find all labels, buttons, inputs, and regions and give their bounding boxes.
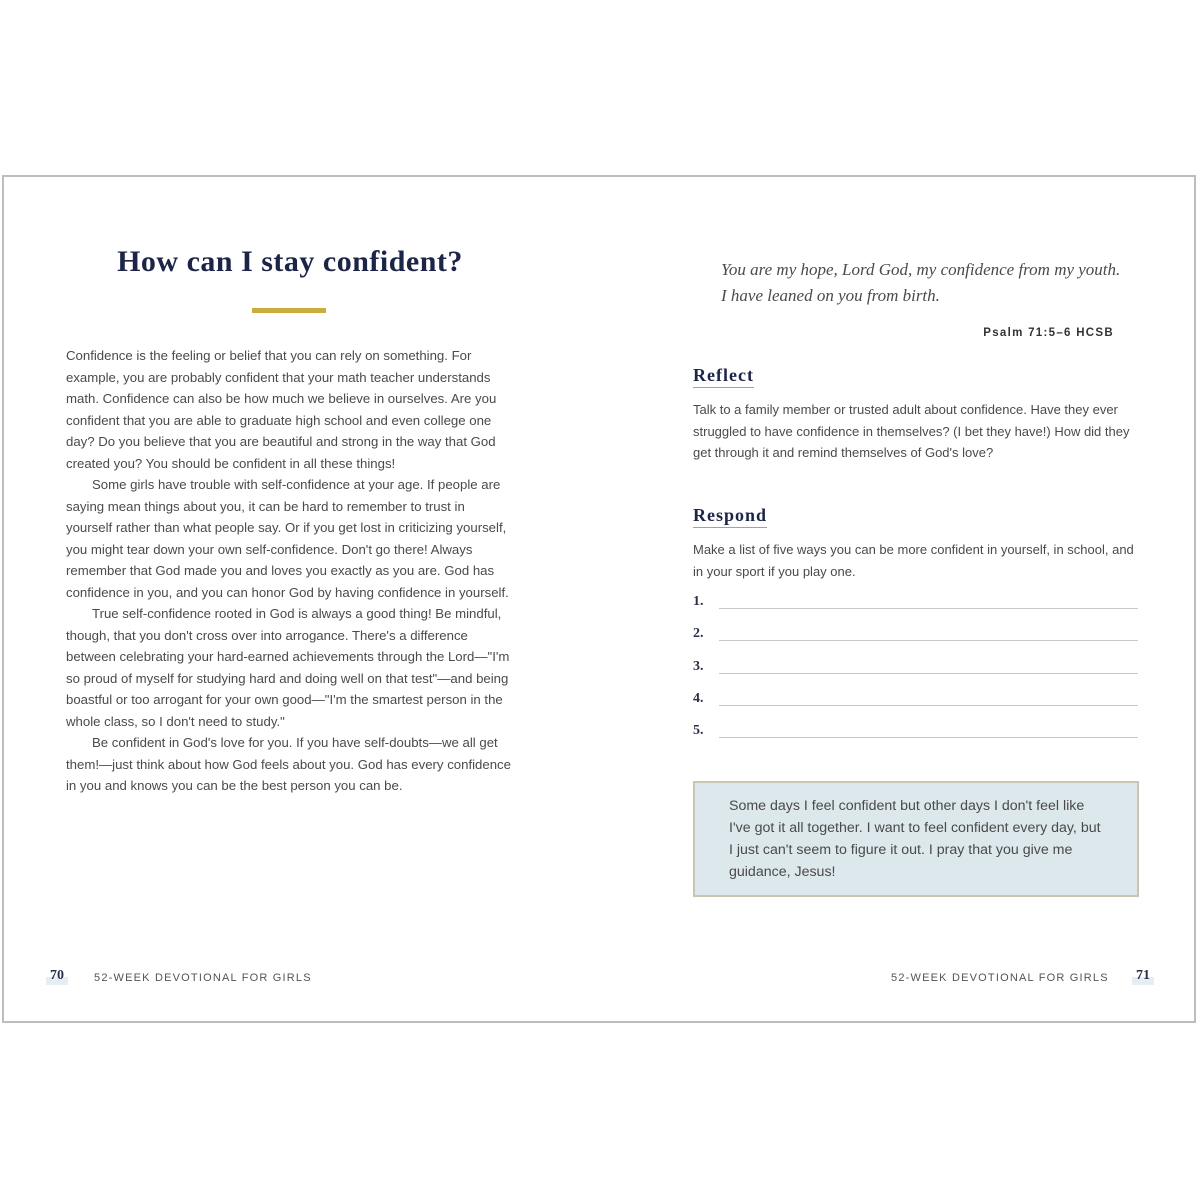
- right-page: [601, 177, 1198, 1021]
- page-number: 71: [1132, 967, 1154, 985]
- response-line[interactable]: [693, 654, 1138, 686]
- writing-line: [719, 737, 1138, 738]
- response-line[interactable]: [693, 621, 1138, 653]
- paragraph: True self-confidence rooted in God is always a good thing! Be mindful, though, that you don't cross over into arrogance. There's a difference between celebrating your hard-earned achievements through the Lord—"I'm so proud of myself for studying hard and doing well on that test"—and being boastful or too arrogant for your own good—"I'm the smartest person in the whole class, so I don't need to study.": [66, 606, 510, 729]
- prayer-box: Some days I feel confident but other days I don't feel like I've got it all together. I want to feel confident every day, but I just can't seem to figure it out. I pray that you give me guidance, Jesus!: [693, 781, 1139, 897]
- title-accent-bar: [252, 308, 326, 313]
- line-number: 1.: [693, 594, 704, 609]
- respond-text: Make a list of five ways you can be more confident in yourself, in school, and in your sport if you play one.: [693, 542, 1134, 579]
- writing-line: [719, 673, 1138, 674]
- paragraph: Some girls have trouble with self-confidence at your age. If people are saying mean things about you, it can be hard to remember to trust in yourself rather than what people say. Or if you get lost in criticizing yourself, you might tear down your own self-confidence. Don't go there! Always remember that God made you and loves you exactly as you are. God has confidence in you, and you can honor God by having confidence in yourself.: [66, 477, 509, 600]
- paragraph: Confidence is the feeling or belief that you can rely on something. For example, you are probably confident that your math teacher understands math. Confidence can also be how much we believe in ourselves. Are you confident that you are able to graduate high school and even college one day? Do you believe that you are beautiful and strong in the way that God created you? You should be confident in all these things!: [66, 348, 497, 471]
- line-number: 3.: [693, 658, 704, 674]
- running-title: 52-WEEK DEVOTIONAL FOR GIRLS: [94, 972, 312, 984]
- page-number: 70: [46, 967, 68, 985]
- respond-heading: Respond: [693, 505, 767, 528]
- response-list: [693, 589, 1138, 750]
- response-line[interactable]: [693, 589, 1138, 621]
- book-spread: [2, 175, 1196, 1023]
- line-number: 4.: [693, 690, 704, 706]
- running-title: 52-WEEK DEVOTIONAL FOR GIRLS: [891, 972, 1109, 984]
- writing-line: [719, 705, 1138, 706]
- page-title: How can I stay confident?: [117, 245, 463, 278]
- paragraph: Be confident in God's love for you. If you have self-doubts—we all get them!—just think about how God feels about you. God has every confidence in you and knows you can be the best person you can be.: [66, 735, 511, 793]
- line-number: 2.: [693, 626, 704, 642]
- body-text: [66, 345, 514, 797]
- line-number: 5.: [693, 723, 704, 739]
- writing-line: [719, 608, 1138, 609]
- response-line[interactable]: [693, 718, 1138, 750]
- response-line[interactable]: [693, 686, 1138, 718]
- reflect-heading: Reflect: [693, 365, 754, 388]
- writing-line: [719, 640, 1138, 641]
- reflect-text: Talk to a family member or trusted adult about confidence. Have they ever struggled to have confidence in themselves? (I bet they have!) How did they get through it and remind themselves of God's love?: [693, 402, 1130, 460]
- left-page: [4, 177, 601, 1021]
- verse-reference: Psalm 71:5–6 HCSB: [983, 327, 1114, 339]
- scripture-verse: You are my hope, Lord God, my confidence from my youth. I have leaned on you from birth.: [721, 260, 1121, 305]
